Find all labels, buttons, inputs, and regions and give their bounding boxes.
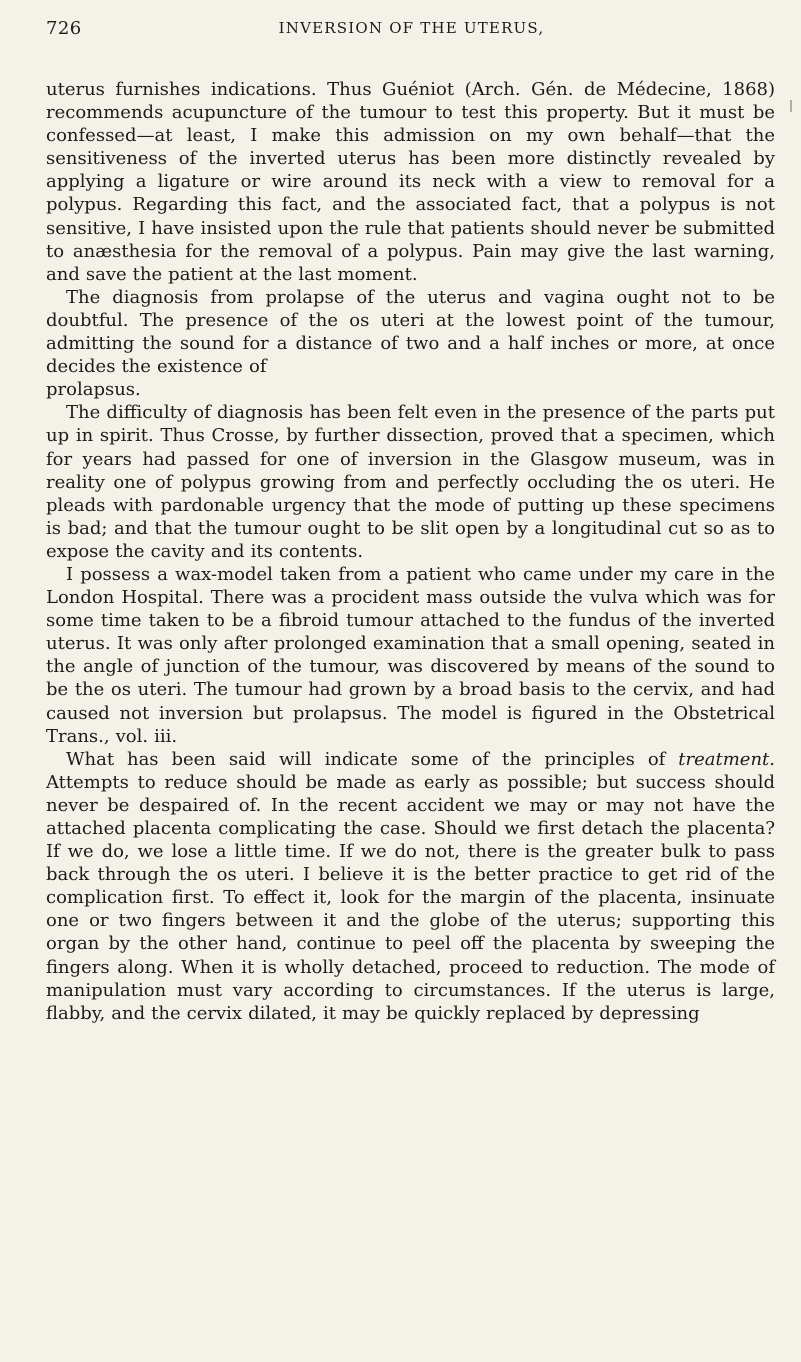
paragraph-6-after-italic: Attempts to reduce should be made as early as possible; but success should never be despaired of. In the recent accident we may or may not have the attached placenta complicating the case. Should we first detach the placenta? If we do, we lose a little time. If we do not, there is the greater bulk to pass back through the os uteri. I believe it is the better practice to get rid of the complication first. To effect it, look for the margin of the placenta, insinuate one or two fingers between it and the globe of the uterus; supporting this organ by the other hand, continue to peel off the placenta by sweeping the fingers along. When it is wholly detached, proceed to reduction. The mode of manipulation must vary according to circumstances. If the uterus is large, flabby, and the cervix dilated, it may be quickly replaced by depressing [46,771,775,1024]
body-text [46,78,775,1025]
page-header [46,18,777,52]
paragraph-6-italic-term: treatment. [678,748,775,770]
page-edge-mark [790,100,792,112]
paragraph-3: prolapsus. [46,379,141,401]
paragraph-6-before-italic: What has been said will indicate some of the principles of [66,748,679,770]
page-number: 726 [46,18,82,39]
paragraph-5: I possess a wax-model taken from a patient who came under my care in the London Hospital. There was a procident mass outside the vulva which was for some time taken to be a fibroid tumour attached to the fundus of the inverted uterus. It was only after prolonged examination that a small opening, seated in the angle of junction of the tumour, was discovered by means of the sound to be the os uteri. The tumour had grown by a broad basis to the cervix, and had caused not inversion but prolapsus. The model is figured in the Obstetrical Trans., vol. iii. [46,563,775,747]
paragraph-4: The difficulty of diagnosis has been felt even in the presence of the parts put up in spirit. Thus Crosse, by further dissection, proved that a specimen, which for years had passed for one of inversion in the Glasgow museum, was in reality one of polypus growing from and perfectly occluding the os uteri. He pleads with pardonable urgency that the mode of putting up these specimens is bad; and that the tumour ought to be slit open by a longitudinal cut so as to expose the cavity and its contents. [46,402,775,562]
paragraph-1: uterus furnishes indications. Thus Guéniot (Arch. Gén. de Médecine, 1868) recommends acupuncture of the tumour to test this property. But it must be confessed—at least, I make this admission on my own behalf—that the sensitiveness of the inverted uterus has been more distinctly revealed by applying a ligature or wire around its neck with a view to removal for a polypus. Regarding this fact, and the associated fact, that a polypus is not sensitive, I have insisted upon the rule that patients should never be submitted to anæsthesia for the removal of a polypus. Pain may give the last warning, and save the patient at the last moment. [46,79,775,285]
running-head: INVERSION OF THE UTERUS, [278,19,545,37]
paragraph-2: The diagnosis from prolapse of the uterus and vagina ought not to be doubtful. The presence of the os uteri at the lowest point of the tumour, admitting the sound for a distance of two and a half inches or more, at once decides the existence of [46,286,775,378]
paragraph-6 [46,748,775,1025]
